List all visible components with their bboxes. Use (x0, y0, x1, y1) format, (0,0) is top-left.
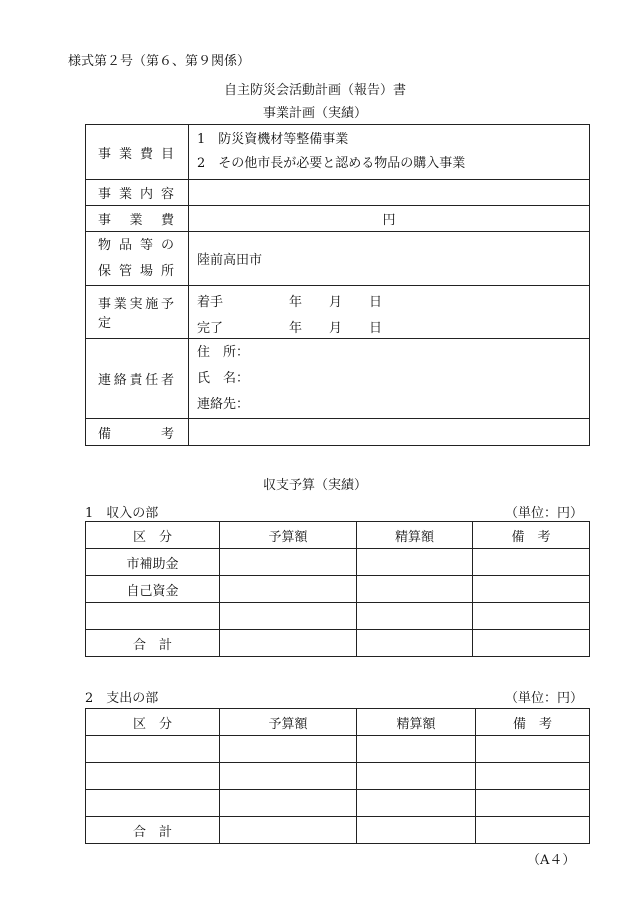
contact-header: 連絡責任者 (86, 339, 189, 419)
contact-values (189, 339, 590, 419)
income-table (85, 521, 590, 657)
income-col-remarks: 備 考 (473, 522, 590, 549)
storage-header: 物品等の 保管場所 (86, 232, 189, 286)
expense-unit: （単位：円） (505, 691, 584, 706)
expense-col-category: 区 分 (86, 709, 220, 736)
remarks-value[interactable] (189, 419, 590, 446)
expense-row-label (86, 763, 220, 790)
table-row (86, 736, 590, 763)
cost-item-values (189, 125, 590, 180)
expense-section-label: 2 支出の部 (85, 691, 159, 706)
expense-col-remarks: 備 考 (476, 709, 590, 736)
income-total-label: 合 計 (86, 630, 220, 657)
contact-address: 住 所： (197, 344, 250, 360)
contact-phone: 連絡先： (197, 396, 250, 412)
document-title: 自主防災会活動計画（報告）書 (223, 83, 406, 98)
expense-total-row (86, 817, 590, 844)
table-row (86, 603, 590, 630)
schedule-values (189, 286, 590, 339)
income-unit: （単位：円） (505, 506, 584, 521)
content-header: 事業内容 (86, 180, 189, 206)
expense-total-label: 合 計 (86, 817, 220, 844)
table-row (86, 549, 590, 576)
schedule-end-row: 完了 年 月 日 (197, 321, 383, 336)
expense-row-label (86, 736, 220, 763)
cost-item-header: 事業費目 (86, 125, 189, 180)
expense-header-row (86, 709, 590, 736)
income-row-label: 市補助金 (86, 549, 220, 576)
form-number: 様式第２号（第６、第９関係） (68, 54, 251, 69)
income-col-settled: 精算額 (357, 522, 473, 549)
content-value[interactable] (189, 180, 590, 206)
expense-row-label (86, 790, 220, 817)
storage-value: 陸前高田市 (189, 232, 590, 286)
income-total-row (86, 630, 590, 657)
table-row (86, 763, 590, 790)
expense-col-settled: 精算額 (357, 709, 476, 736)
contact-name: 氏 名： (197, 370, 250, 386)
income-row-label: 自己資金 (86, 576, 220, 603)
expense-col-budget: 予算額 (220, 709, 357, 736)
schedule-header: 事業実施予定 (86, 286, 189, 339)
cost-item-1: 1 防災資機材等整備事業 (197, 132, 349, 147)
income-col-budget: 予算額 (220, 522, 357, 549)
income-row-label (86, 603, 220, 630)
income-section-label: 1 収入の部 (85, 506, 159, 521)
schedule-start-row: 着手 年 月 日 (197, 295, 383, 310)
paper-size: （A４） (527, 853, 576, 868)
expense-table (85, 708, 590, 844)
table-row (86, 576, 590, 603)
budget-title: 収支予算（実績） (262, 478, 367, 493)
yen-unit: 円 (382, 213, 396, 228)
plan-table (85, 124, 590, 446)
income-header-row (86, 522, 590, 549)
cost-item-2: 2 その他市長が必要と認める物品の購入事業 (197, 156, 466, 171)
expense-header: 事 業 費 (86, 206, 189, 232)
expense-value[interactable] (189, 206, 590, 232)
table-row (86, 790, 590, 817)
remarks-header: 備 考 (86, 419, 189, 446)
plan-title: 事業計画（実績） (262, 106, 367, 121)
income-col-category: 区 分 (86, 522, 220, 549)
